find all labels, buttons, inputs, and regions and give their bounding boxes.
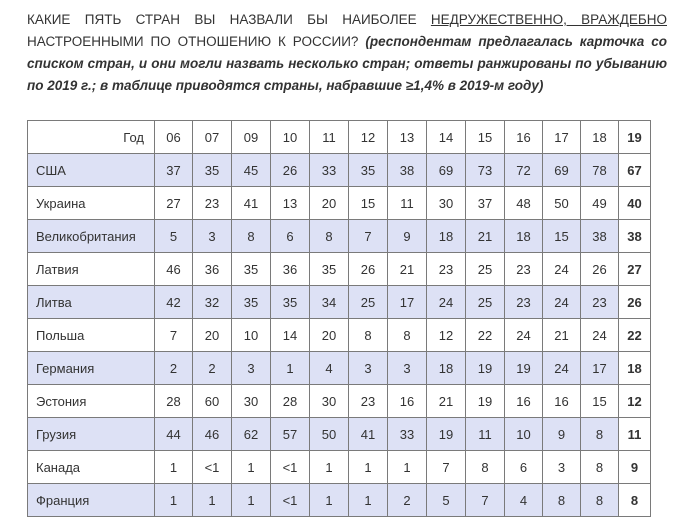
value-cell: 37 — [466, 187, 505, 220]
year-header-cell: 09 — [232, 121, 271, 154]
value-cell: 8 — [466, 451, 505, 484]
value-cell: 35 — [271, 286, 310, 319]
value-cell: <1 — [271, 484, 310, 517]
value-cell: 26 — [271, 154, 310, 187]
value-cell: 16 — [505, 385, 543, 418]
value-cell: 4 — [505, 484, 543, 517]
value-cell: 3 — [232, 352, 271, 385]
value-cell: 9 — [543, 418, 581, 451]
value-cell: 16 — [388, 385, 427, 418]
value-cell: 27 — [155, 187, 193, 220]
value-cell: 26 — [349, 253, 388, 286]
value-cell: 8 — [232, 220, 271, 253]
value-cell: 23 — [581, 286, 619, 319]
value-cell: 23 — [349, 385, 388, 418]
value-cell: 11 — [466, 418, 505, 451]
value-cell: 21 — [388, 253, 427, 286]
value-cell: 18 — [427, 352, 466, 385]
value-cell: 20 — [310, 319, 349, 352]
country-name-cell: Великобритания — [28, 220, 155, 253]
year-header-cell: 15 — [466, 121, 505, 154]
year-header-cell: 10 — [271, 121, 310, 154]
value-cell: 35 — [232, 253, 271, 286]
value-cell: 35 — [193, 154, 232, 187]
value-cell: 19 — [466, 385, 505, 418]
value-cell: 1 — [310, 484, 349, 517]
value-cell: 6 — [505, 451, 543, 484]
year-header-cell: 18 — [581, 121, 619, 154]
year-header-cell: 12 — [349, 121, 388, 154]
country-name-cell: Грузия — [28, 418, 155, 451]
value-cell: 25 — [466, 253, 505, 286]
question-text-end: НАСТРОЕННЫМИ ПО ОТНОШЕНИЮ К РОССИИ? — [27, 34, 366, 49]
value-cell: 11 — [619, 418, 651, 451]
value-cell: 41 — [232, 187, 271, 220]
value-cell: 30 — [427, 187, 466, 220]
value-cell: 33 — [388, 418, 427, 451]
value-cell: 16 — [543, 385, 581, 418]
value-cell: 36 — [271, 253, 310, 286]
value-cell: 1 — [349, 451, 388, 484]
value-cell: 8 — [581, 451, 619, 484]
country-name-cell: Франция — [28, 484, 155, 517]
table-row — [28, 319, 651, 352]
value-cell: 20 — [310, 187, 349, 220]
value-cell: 2 — [388, 484, 427, 517]
year-header-cell: 17 — [543, 121, 581, 154]
year-column-label: Год — [28, 121, 155, 154]
value-cell: <1 — [271, 451, 310, 484]
value-cell: 7 — [466, 484, 505, 517]
value-cell: 15 — [349, 187, 388, 220]
value-cell: 7 — [155, 319, 193, 352]
value-cell: 10 — [505, 418, 543, 451]
value-cell: 28 — [155, 385, 193, 418]
table-row — [28, 352, 651, 385]
value-cell: 3 — [349, 352, 388, 385]
value-cell: 27 — [619, 253, 651, 286]
value-cell: 24 — [543, 352, 581, 385]
header-row — [28, 121, 651, 154]
value-cell: 26 — [581, 253, 619, 286]
value-cell: 4 — [310, 352, 349, 385]
methodology-note: (респондентам предлагалась карточка со списком стран, и они могли назвать несколько стран; ответы ранжированы по убыванию по 2019 г.; в таблице приводятся страны, набравшие ≥1,4% в 2019-м году) — [27, 34, 667, 93]
value-cell: 8 — [349, 319, 388, 352]
value-cell: 42 — [155, 286, 193, 319]
value-cell: 1 — [232, 484, 271, 517]
value-cell: 3 — [543, 451, 581, 484]
year-header-cell: 07 — [193, 121, 232, 154]
table-row — [28, 451, 651, 484]
year-header-cell: 16 — [505, 121, 543, 154]
value-cell: 24 — [427, 286, 466, 319]
value-cell: 50 — [310, 418, 349, 451]
value-cell: 18 — [619, 352, 651, 385]
value-cell: 25 — [349, 286, 388, 319]
value-cell: 33 — [310, 154, 349, 187]
value-cell: 24 — [581, 319, 619, 352]
value-cell: 17 — [581, 352, 619, 385]
value-cell: 24 — [543, 253, 581, 286]
value-cell: 67 — [619, 154, 651, 187]
value-cell: 20 — [193, 319, 232, 352]
value-cell: 9 — [619, 451, 651, 484]
country-name-cell: Украина — [28, 187, 155, 220]
value-cell: 28 — [271, 385, 310, 418]
value-cell: 9 — [388, 220, 427, 253]
value-cell: 8 — [388, 319, 427, 352]
year-header-cell: 13 — [388, 121, 427, 154]
value-cell: 72 — [505, 154, 543, 187]
value-cell: 46 — [193, 418, 232, 451]
value-cell: 21 — [466, 220, 505, 253]
value-cell: 38 — [581, 220, 619, 253]
country-name-cell: Германия — [28, 352, 155, 385]
value-cell: 57 — [271, 418, 310, 451]
value-cell: 46 — [155, 253, 193, 286]
value-cell: 30 — [232, 385, 271, 418]
year-header-cell: 14 — [427, 121, 466, 154]
value-cell: 7 — [349, 220, 388, 253]
value-cell: 1 — [155, 451, 193, 484]
value-cell: 35 — [349, 154, 388, 187]
value-cell: 19 — [466, 352, 505, 385]
value-cell: 40 — [619, 187, 651, 220]
value-cell: 36 — [193, 253, 232, 286]
table-row — [28, 253, 651, 286]
value-cell: 23 — [193, 187, 232, 220]
value-cell: 37 — [155, 154, 193, 187]
value-cell: 78 — [581, 154, 619, 187]
survey-results-table — [27, 120, 651, 517]
table-row — [28, 187, 651, 220]
value-cell: 1 — [155, 484, 193, 517]
value-cell: 5 — [427, 484, 466, 517]
value-cell: 1 — [193, 484, 232, 517]
survey-question-caption — [27, 9, 667, 97]
value-cell: 1 — [271, 352, 310, 385]
country-name-cell: Латвия — [28, 253, 155, 286]
table-row — [28, 385, 651, 418]
value-cell: 17 — [388, 286, 427, 319]
value-cell: 11 — [388, 187, 427, 220]
value-cell: 18 — [427, 220, 466, 253]
value-cell: 18 — [505, 220, 543, 253]
value-cell: 45 — [232, 154, 271, 187]
value-cell: 23 — [427, 253, 466, 286]
value-cell: 15 — [581, 385, 619, 418]
value-cell: 8 — [543, 484, 581, 517]
question-text-underlined: НЕДРУЖЕСТВЕННО, ВРАЖДЕБНО — [430, 12, 667, 27]
value-cell: 8 — [310, 220, 349, 253]
value-cell: 6 — [271, 220, 310, 253]
value-cell: 15 — [543, 220, 581, 253]
country-name-cell: Польша — [28, 319, 155, 352]
value-cell: 73 — [466, 154, 505, 187]
value-cell: 44 — [155, 418, 193, 451]
value-cell: 19 — [505, 352, 543, 385]
value-cell: 34 — [310, 286, 349, 319]
value-cell: 26 — [619, 286, 651, 319]
value-cell: 41 — [349, 418, 388, 451]
country-name-cell: Канада — [28, 451, 155, 484]
value-cell: 5 — [155, 220, 193, 253]
country-name-cell: Литва — [28, 286, 155, 319]
year-header-cell: 11 — [310, 121, 349, 154]
value-cell: 62 — [232, 418, 271, 451]
value-cell: 2 — [193, 352, 232, 385]
value-cell: 21 — [543, 319, 581, 352]
value-cell: 49 — [581, 187, 619, 220]
value-cell: 1 — [310, 451, 349, 484]
value-cell: 3 — [193, 220, 232, 253]
value-cell: 23 — [505, 286, 543, 319]
value-cell: 23 — [505, 253, 543, 286]
year-header-cell: 06 — [155, 121, 193, 154]
value-cell: 1 — [232, 451, 271, 484]
country-name-cell: Эстония — [28, 385, 155, 418]
value-cell: <1 — [193, 451, 232, 484]
value-cell: 22 — [619, 319, 651, 352]
value-cell: 10 — [232, 319, 271, 352]
value-cell: 30 — [310, 385, 349, 418]
value-cell: 12 — [619, 385, 651, 418]
value-cell: 69 — [427, 154, 466, 187]
year-header-cell: 19 — [619, 121, 651, 154]
value-cell: 48 — [505, 187, 543, 220]
value-cell: 24 — [543, 286, 581, 319]
value-cell: 32 — [193, 286, 232, 319]
value-cell: 25 — [466, 286, 505, 319]
table-row — [28, 418, 651, 451]
country-name-cell: США — [28, 154, 155, 187]
value-cell: 2 — [155, 352, 193, 385]
value-cell: 22 — [466, 319, 505, 352]
value-cell: 8 — [581, 418, 619, 451]
value-cell: 1 — [388, 451, 427, 484]
value-cell: 21 — [427, 385, 466, 418]
value-cell: 19 — [427, 418, 466, 451]
table-row — [28, 220, 651, 253]
value-cell: 8 — [619, 484, 651, 517]
value-cell: 50 — [543, 187, 581, 220]
value-cell: 38 — [388, 154, 427, 187]
value-cell: 3 — [388, 352, 427, 385]
value-cell: 24 — [505, 319, 543, 352]
value-cell: 14 — [271, 319, 310, 352]
value-cell: 8 — [581, 484, 619, 517]
table-row — [28, 484, 651, 517]
value-cell: 69 — [543, 154, 581, 187]
value-cell: 35 — [310, 253, 349, 286]
value-cell: 7 — [427, 451, 466, 484]
question-text-start: КАКИЕ ПЯТЬ СТРАН ВЫ НАЗВАЛИ БЫ НАИБОЛЕЕ — [27, 12, 431, 27]
table-row — [28, 286, 651, 319]
value-cell: 13 — [271, 187, 310, 220]
table-row — [28, 154, 651, 187]
value-cell: 60 — [193, 385, 232, 418]
value-cell: 12 — [427, 319, 466, 352]
value-cell: 35 — [232, 286, 271, 319]
value-cell: 1 — [349, 484, 388, 517]
value-cell: 38 — [619, 220, 651, 253]
